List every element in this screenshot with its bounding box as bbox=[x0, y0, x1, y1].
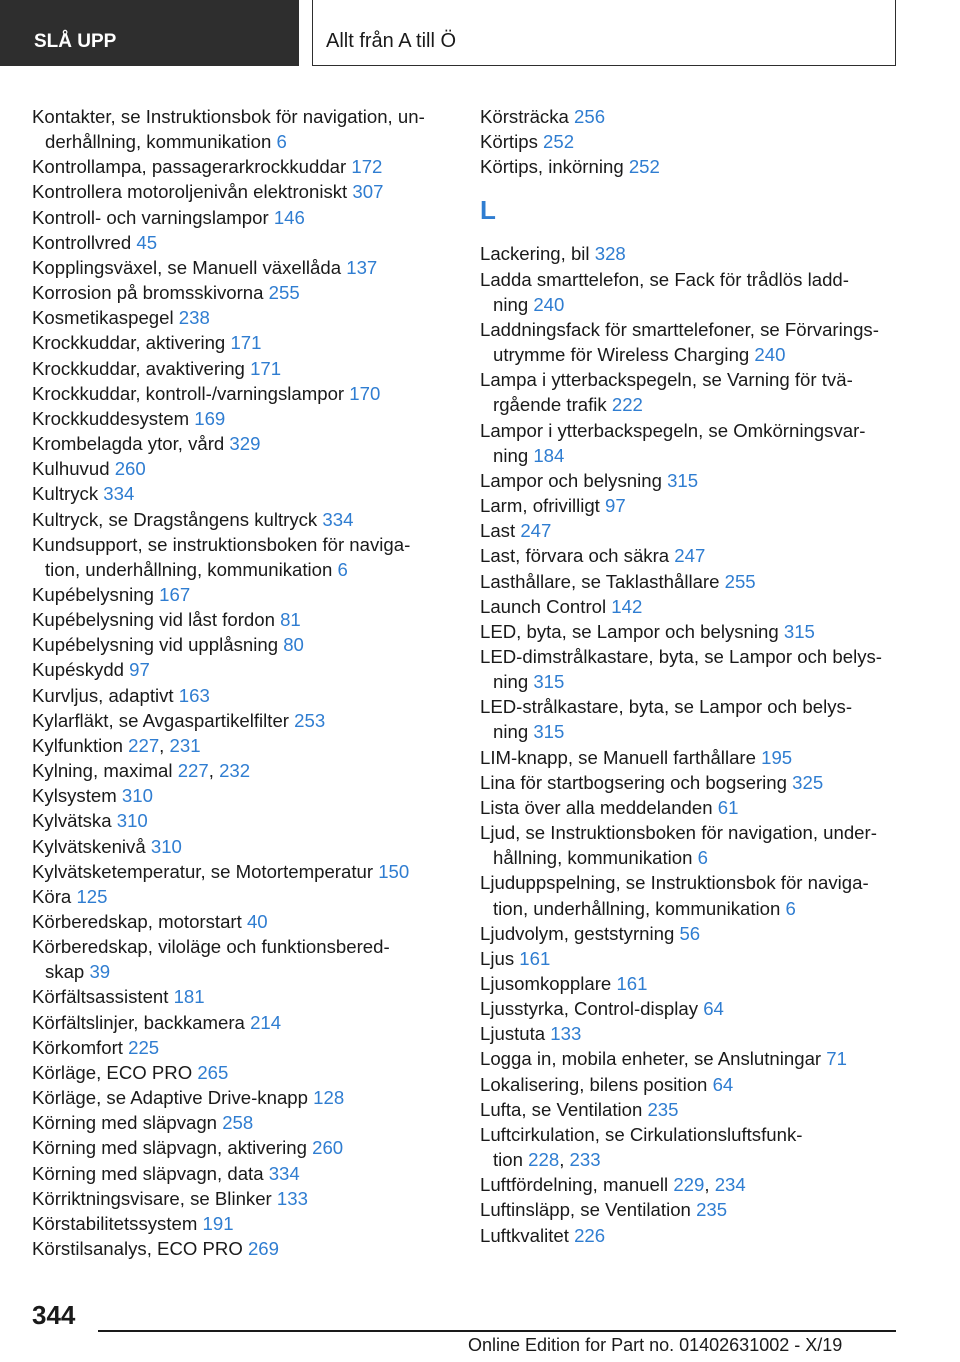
page-link[interactable]: 252 bbox=[543, 131, 575, 153]
page-link[interactable]: 329 bbox=[229, 433, 261, 455]
index-entry-text: Körning med släpvagn, aktivering bbox=[32, 1137, 307, 1159]
page-link[interactable]: 71 bbox=[826, 1048, 847, 1070]
index-entry bbox=[32, 381, 472, 406]
index-entry bbox=[480, 644, 900, 694]
page-link[interactable]: 334 bbox=[103, 483, 135, 505]
page-link[interactable]: 310 bbox=[116, 810, 148, 832]
page-link[interactable]: 222 bbox=[611, 394, 643, 416]
page-link[interactable]: 260 bbox=[312, 1137, 344, 1159]
index-entry-text: Körkomfort bbox=[32, 1036, 123, 1058]
page-link[interactable]: 315 bbox=[533, 721, 565, 743]
index-entry bbox=[480, 418, 900, 468]
index-entry bbox=[32, 859, 472, 884]
index-entry bbox=[480, 267, 900, 317]
page-link[interactable]: 169 bbox=[194, 407, 226, 429]
index-entry-text: Kontakter, se Instruktionsbok för navigation, un- bbox=[32, 106, 425, 127]
index-entry bbox=[480, 594, 900, 619]
index-entry-text: tion bbox=[493, 1149, 523, 1171]
index-entry bbox=[32, 1186, 472, 1211]
index-entry-text: Kylsystem bbox=[32, 785, 117, 807]
page-link[interactable]: 310 bbox=[150, 835, 182, 857]
index-entry bbox=[480, 946, 900, 971]
index-entry bbox=[32, 984, 472, 1009]
index-entry bbox=[480, 996, 900, 1021]
index-entry bbox=[480, 921, 900, 946]
index-entry-text: Kupébelysning bbox=[32, 583, 154, 605]
index-entry-text: Krockkuddar, kontroll-/varningslampor bbox=[32, 382, 345, 404]
index-entry-text: Kultryck bbox=[32, 483, 99, 505]
index-entry-text: hållning, kommunikation bbox=[493, 847, 693, 869]
page-link[interactable]: 225 bbox=[128, 1036, 160, 1058]
index-entry bbox=[32, 1085, 472, 1110]
page-link[interactable]: 307 bbox=[352, 181, 384, 203]
index-entry-text: Luftfördelning, manuell bbox=[480, 1174, 669, 1196]
index-entry-text: Körstilsanalys, ECO PRO bbox=[32, 1238, 243, 1260]
page-link[interactable]: 170 bbox=[349, 382, 381, 404]
index-entry-text: Körning med släpvagn, data bbox=[32, 1162, 264, 1184]
index-entry bbox=[480, 569, 900, 594]
index-entry-text: Lampor och belysning bbox=[480, 469, 662, 491]
index-entry bbox=[32, 507, 472, 532]
index-entry-text: Körfältsassistent bbox=[32, 986, 169, 1008]
page-link[interactable]: 64 bbox=[703, 998, 724, 1020]
index-entry bbox=[32, 1035, 472, 1060]
index-entry-text: Luftinsläpp, se Ventilation bbox=[480, 1199, 691, 1221]
page-link[interactable]: 97 bbox=[605, 495, 626, 517]
index-entry-text: Körning med släpvagn bbox=[32, 1112, 218, 1134]
tab-sla-upp-label: SLÅ UPP bbox=[34, 31, 117, 52]
page-link[interactable]: 328 bbox=[594, 243, 626, 265]
index-entry bbox=[480, 367, 900, 417]
index-entry-text: LIM-knapp, se Manuell farthållare bbox=[480, 746, 756, 768]
index-entry bbox=[32, 230, 472, 255]
index-entry-text: ning bbox=[493, 293, 529, 315]
index-column-left bbox=[32, 104, 472, 1261]
index-entry-text: Ljudvolym, geststyrning bbox=[480, 922, 675, 944]
index-entry bbox=[32, 280, 472, 305]
index-entry-text: Lackering, bil bbox=[480, 243, 590, 265]
index-entry bbox=[32, 456, 472, 481]
index-entry-text: LED-strålkastare, byta, se Lampor och belys- bbox=[480, 696, 853, 718]
index-entry bbox=[480, 820, 900, 870]
index-entry-text: Kylvätska bbox=[32, 810, 112, 832]
index-entry-text: rgående trafik bbox=[493, 394, 607, 416]
index-entry bbox=[480, 518, 900, 543]
index-entry bbox=[32, 330, 472, 355]
index-entry bbox=[480, 468, 900, 493]
index-entry-text: derhållning, kommunikation bbox=[45, 131, 272, 153]
page-link[interactable]: 334 bbox=[268, 1162, 300, 1184]
index-entry-text: Krombelagda ytor, vård bbox=[32, 433, 225, 455]
index-column-right bbox=[480, 104, 900, 1248]
index-entry bbox=[480, 129, 900, 154]
index-entry-text: Körläge, se Adaptive Drive-knapp bbox=[32, 1087, 308, 1109]
page-link[interactable]: 191 bbox=[202, 1212, 234, 1234]
index-letter-heading: L bbox=[480, 195, 496, 226]
index-entry-text: Lokalisering, bilens position bbox=[480, 1073, 708, 1095]
page-link[interactable]: 255 bbox=[268, 282, 300, 304]
index-entry-text: Larm, ofrivilligt bbox=[480, 495, 600, 517]
index-entry bbox=[32, 1236, 472, 1261]
index-entry bbox=[480, 317, 900, 367]
page-link[interactable]: 240 bbox=[533, 293, 565, 315]
page-link[interactable]: 161 bbox=[519, 947, 551, 969]
index-entry bbox=[32, 205, 472, 230]
index-entry bbox=[480, 543, 900, 568]
page-link[interactable]: 6 bbox=[697, 847, 708, 869]
page-link[interactable]: 61 bbox=[717, 796, 739, 818]
page-link[interactable]: 6 bbox=[337, 558, 348, 580]
index-entry-text: Logga in, mobila enheter, se Anslutningar bbox=[480, 1048, 822, 1070]
index-entry bbox=[32, 607, 472, 632]
index-entry-text: Lina för startbogsering och bogsering bbox=[480, 771, 787, 793]
index-entry bbox=[32, 255, 472, 280]
index-entry-text: Kontroll- och varningslampor bbox=[32, 206, 269, 228]
index-entry bbox=[32, 934, 472, 984]
page-link[interactable]: 235 bbox=[647, 1098, 679, 1120]
index-entry-text: Körfältslinjer, backkamera bbox=[32, 1011, 245, 1033]
index-entry-text: Kundsupport, se instruktionsboken för naviga- bbox=[32, 533, 411, 555]
index-entry-text: ning bbox=[493, 671, 529, 693]
index-entry bbox=[480, 770, 900, 795]
index-entry-text: Lampor i ytterbackspegeln, se Omkörningsvar- bbox=[480, 419, 866, 441]
index-entry-text: Kylvätsketemperatur, se Motortemperatur bbox=[32, 860, 374, 882]
index-entry-text: Kosmetikaspegel bbox=[32, 307, 174, 329]
index-entry-text: Kylfunktion bbox=[32, 734, 123, 756]
index-entry bbox=[480, 1197, 900, 1222]
index-entry-text: Last, förvara och säkra bbox=[480, 545, 670, 567]
index-entry-text: Laddningsfack för smarttelefoner, se Förvarings- bbox=[480, 318, 879, 340]
index-entry bbox=[32, 1135, 472, 1160]
index-entry bbox=[480, 241, 900, 266]
index-entry-text: LED-dimstrålkastare, byta, se Lampor och belys- bbox=[480, 645, 882, 667]
page-link[interactable]: 256 bbox=[574, 106, 606, 127]
page-link[interactable]: 81 bbox=[280, 609, 301, 631]
index-entry-text: Körriktningsvisare, se Blinker bbox=[32, 1187, 272, 1209]
page-link[interactable]: 171 bbox=[250, 357, 282, 379]
page-link[interactable]: 228 bbox=[528, 1149, 560, 1171]
index-entry-text: Kontrollvred bbox=[32, 231, 132, 253]
index-entry-text: Körtips bbox=[480, 131, 538, 153]
page-link[interactable]: 227 bbox=[177, 760, 209, 782]
index-entry bbox=[480, 1097, 900, 1122]
page-link[interactable]: 39 bbox=[89, 961, 111, 983]
page-link[interactable]: 253 bbox=[294, 709, 326, 731]
index-entry-text: Luftcirkulation, se Cirkulationsluftsfunk- bbox=[480, 1123, 803, 1145]
page-link[interactable]: 6 bbox=[276, 131, 287, 153]
index-entry-text: Kylvätskenivå bbox=[32, 835, 146, 857]
tab-allt-fran-a-till-o-label: Allt från A till Ö bbox=[326, 30, 457, 52]
page-link[interactable]: 229 bbox=[673, 1174, 705, 1196]
index-entry-text: Kupéskydd bbox=[32, 659, 124, 681]
page-link[interactable]: 128 bbox=[313, 1087, 345, 1109]
index-entry bbox=[32, 783, 472, 808]
index-entry-text: Körstabilitetssystem bbox=[32, 1212, 198, 1234]
index-entry bbox=[32, 305, 472, 330]
footer-edition bbox=[468, 1335, 960, 1356]
index-entry bbox=[480, 745, 900, 770]
index-entry-text: Kylarfläkt, se Avgaspartikelfilter bbox=[32, 709, 289, 731]
index-entry bbox=[480, 870, 900, 920]
page-link[interactable]: 315 bbox=[533, 671, 565, 693]
index-entry bbox=[32, 708, 472, 733]
index-entry bbox=[32, 179, 472, 204]
index-entry-text: Ljus bbox=[480, 947, 515, 969]
index-entry bbox=[32, 1010, 472, 1035]
index-entry bbox=[32, 154, 472, 179]
page-link[interactable]: 231 bbox=[169, 734, 201, 756]
index-entry-text: Korrosion på bromsskivorna bbox=[32, 282, 264, 304]
index-entry-text: skap bbox=[45, 961, 85, 983]
page-link[interactable]: 233 bbox=[569, 1149, 601, 1171]
index-entry bbox=[32, 1060, 472, 1085]
page-link[interactable]: 247 bbox=[520, 520, 552, 542]
index-entry-text: Krockkuddar, aktivering bbox=[32, 332, 226, 354]
index-entry bbox=[32, 1110, 472, 1135]
page-link[interactable]: 214 bbox=[250, 1011, 282, 1033]
page-link[interactable]: 133 bbox=[550, 1023, 582, 1045]
index-entry: Kylning, maximal 227, 232 bbox=[32, 760, 251, 782]
index-entry-text: Lampa i ytterbackspegeln, se Varning för tvä- bbox=[480, 369, 853, 391]
index-entry-text: ning bbox=[493, 721, 529, 743]
index-entry-text: tion, underhållning, kommunikation bbox=[493, 897, 781, 919]
index-entry-text: Ladda smarttelefon, se Fack för trådlös ladd- bbox=[480, 268, 849, 290]
index-entry-text: Ljusstyrka, Control-display bbox=[480, 998, 699, 1020]
index-entry-text: Körberedskap, viloläge och funktionsbered- bbox=[32, 936, 390, 958]
index-entry-text: Launch Control bbox=[480, 595, 607, 617]
page-link[interactable]: 150 bbox=[378, 860, 410, 882]
index-entry-text: Ljuduppspelning, se Instruktionsbok för naviga- bbox=[480, 872, 869, 894]
index-entry bbox=[32, 356, 472, 381]
page-link[interactable]: 6 bbox=[785, 897, 796, 919]
page-link[interactable]: 167 bbox=[159, 583, 191, 605]
page-link[interactable]: 142 bbox=[611, 595, 643, 617]
page-link[interactable]: 325 bbox=[792, 771, 824, 793]
index-entry-text: ning bbox=[493, 444, 529, 466]
index-entry bbox=[32, 1161, 472, 1186]
index-entry bbox=[480, 1021, 900, 1046]
index-entry bbox=[32, 532, 472, 582]
index-entry bbox=[480, 795, 900, 820]
index-entry-text: Kulhuvud bbox=[32, 458, 110, 480]
index-entry bbox=[32, 632, 472, 657]
index-entry-text: LED, byta, se Lampor och belysning bbox=[480, 620, 779, 642]
index-entry-text: Krockkuddesystem bbox=[32, 407, 190, 429]
index-group-l bbox=[480, 241, 900, 1247]
index-entry-text: Kupébelysning vid upplåsning bbox=[32, 634, 279, 656]
index-entry bbox=[32, 582, 472, 607]
index-entry bbox=[480, 154, 900, 179]
index-entry-text: Kopplingsväxel, se Manuell växellåda bbox=[32, 256, 342, 278]
page-link[interactable]: 252 bbox=[628, 156, 660, 178]
page-link[interactable]: 64 bbox=[712, 1073, 734, 1095]
page-link[interactable]: 137 bbox=[346, 256, 378, 278]
index-entry-text: Ljusomkopplare bbox=[480, 973, 612, 994]
page-link[interactable]: 315 bbox=[783, 620, 815, 642]
page-link[interactable]: 310 bbox=[121, 785, 153, 807]
index-entry: Luftfördelning, manuell 229, 234 bbox=[480, 1174, 746, 1196]
page-link[interactable]: 172 bbox=[351, 156, 383, 178]
top-navigation bbox=[0, 0, 960, 66]
page-link[interactable]: 125 bbox=[76, 885, 108, 907]
index-entry bbox=[32, 1211, 472, 1236]
page-link[interactable]: 195 bbox=[761, 746, 793, 768]
index-entry-text: Kurvljus, adaptivt bbox=[32, 684, 174, 706]
index-entry bbox=[480, 619, 900, 644]
index-entry-text: Ljustuta bbox=[480, 1023, 546, 1045]
page-link[interactable]: 184 bbox=[533, 444, 565, 466]
index-entry-text: Luftkvalitet bbox=[480, 1224, 569, 1246]
index-entry-text: Körsträcka bbox=[480, 106, 569, 127]
index-entry-text: Kupébelysning vid låst fordon bbox=[32, 609, 275, 631]
page-link[interactable]: 227 bbox=[128, 734, 160, 756]
page-link[interactable]: 232 bbox=[219, 760, 251, 782]
index-entry-text: Lista över alla meddelanden bbox=[480, 796, 713, 818]
page-link[interactable]: 258 bbox=[222, 1112, 254, 1134]
index-entry-text: Kultryck, se Dragstångens kultryck bbox=[32, 508, 318, 530]
page-link[interactable]: 146 bbox=[273, 206, 305, 228]
index-entry bbox=[32, 431, 472, 456]
page-link[interactable]: 181 bbox=[173, 986, 205, 1008]
index-entry bbox=[480, 971, 900, 996]
page-link[interactable]: 240 bbox=[754, 344, 786, 366]
index-entry-text: Körberedskap, motorstart bbox=[32, 911, 242, 932]
index-entry bbox=[32, 808, 472, 833]
index-entry bbox=[32, 909, 472, 934]
footer-divider bbox=[98, 1330, 896, 1332]
page-link[interactable]: 247 bbox=[674, 545, 706, 567]
tab-sla-upp[interactable] bbox=[0, 0, 299, 66]
page-link[interactable]: 45 bbox=[136, 231, 158, 253]
index-entry bbox=[480, 104, 900, 129]
page-number: 344 bbox=[32, 1300, 76, 1330]
page-link[interactable]: 56 bbox=[679, 922, 701, 944]
page-link[interactable]: 315 bbox=[667, 469, 699, 491]
index-entry-text: Kontrollampa, passagerarkrockkuddar bbox=[32, 156, 347, 178]
page-link[interactable]: 255 bbox=[724, 570, 756, 592]
index-entry-text: Lufta, se Ventilation bbox=[480, 1098, 643, 1120]
index-entry bbox=[480, 694, 900, 744]
page-link[interactable]: 334 bbox=[322, 508, 354, 530]
tab-allt-fran-a-till-o[interactable] bbox=[312, 0, 896, 66]
page-link[interactable]: 171 bbox=[230, 332, 262, 354]
page-link[interactable]: 234 bbox=[714, 1174, 746, 1196]
index-entry-text: Köra bbox=[32, 885, 72, 907]
index-entry-text: Körtips, inkörning bbox=[480, 156, 624, 178]
index-entry-text: Kylning, maximal bbox=[32, 760, 173, 782]
index-entry bbox=[32, 657, 472, 682]
index-entry bbox=[480, 493, 900, 518]
page-link[interactable]: 235 bbox=[696, 1199, 728, 1221]
page-link[interactable]: 260 bbox=[114, 458, 146, 480]
index-entry-text: Ljud, se Instruktionsboken för navigation, under- bbox=[480, 822, 877, 844]
page-link[interactable]: 265 bbox=[197, 1061, 229, 1083]
index-entry bbox=[480, 1046, 900, 1071]
page-link[interactable]: 161 bbox=[616, 973, 648, 994]
index-entry bbox=[32, 834, 472, 859]
index-entry-text: Kontrollera motoroljenivån elektroniskt bbox=[32, 181, 348, 203]
index-entry bbox=[32, 406, 472, 431]
page-link[interactable]: 80 bbox=[283, 634, 304, 656]
index-entry: Kylfunktion 227, 231 bbox=[32, 734, 201, 756]
index-entry-text: Lasthållare, se Taklasthållare bbox=[480, 570, 720, 592]
page-link[interactable]: 269 bbox=[247, 1238, 279, 1260]
footer-edition-text: Online Edition for Part no. 01402631002 - X/19 bbox=[468, 1335, 843, 1355]
page-link[interactable]: 163 bbox=[178, 684, 210, 706]
index-entry bbox=[32, 104, 472, 154]
index-entry bbox=[32, 683, 472, 708]
index-entry-text: Last bbox=[480, 520, 516, 542]
page-link[interactable]: 133 bbox=[276, 1187, 308, 1209]
page-link[interactable]: 226 bbox=[574, 1224, 606, 1246]
index-entry bbox=[480, 1072, 900, 1097]
page-link[interactable]: 97 bbox=[129, 659, 150, 681]
index-entry bbox=[32, 481, 472, 506]
index-entry bbox=[480, 1223, 900, 1248]
page-link[interactable]: 238 bbox=[178, 307, 210, 329]
index-entry bbox=[32, 884, 472, 909]
index-entry-text: tion, underhållning, kommunikation bbox=[45, 558, 333, 580]
index-group-k-continued bbox=[480, 104, 900, 179]
page-link[interactable]: 40 bbox=[246, 911, 268, 932]
index-entry-text: Krockkuddar, avaktivering bbox=[32, 357, 245, 379]
index-entry-text: utrymme för Wireless Charging bbox=[493, 344, 750, 366]
index-entry: Luftcirkulation, se Cirkulationsluftsfunk- tion 228, 233 bbox=[480, 1123, 803, 1171]
index-entry-text: Körläge, ECO PRO bbox=[32, 1061, 193, 1083]
